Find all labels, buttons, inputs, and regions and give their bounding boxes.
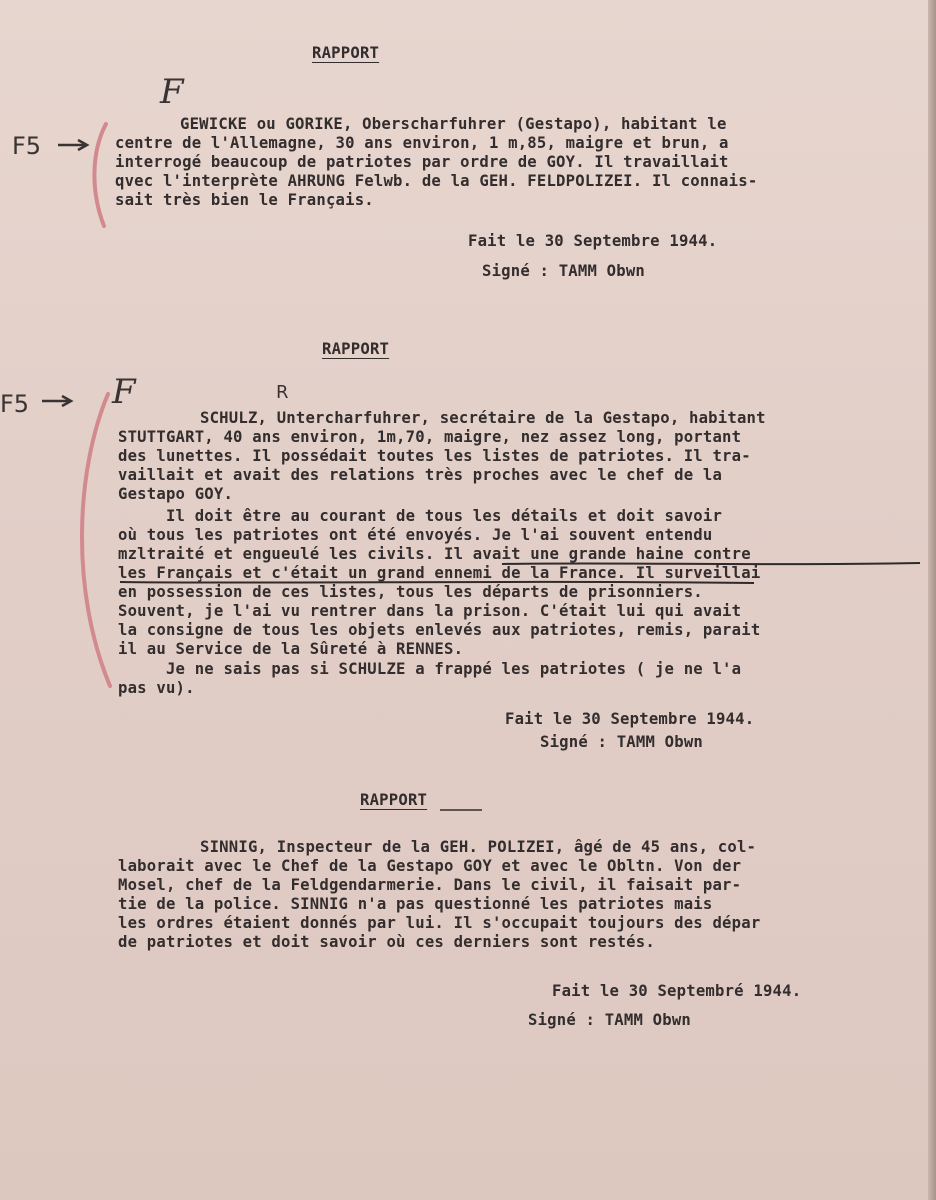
report2-heading: RAPPORT	[322, 340, 390, 358]
report3-line: les ordres étaient donnés par lui. Il s'occupait toujours des dépar	[118, 914, 761, 932]
report2-line: Souvent, je l'ai vu rentrer dans la prison. C'était lui qui avait	[118, 602, 742, 620]
report2-line: Gestapo GOY.	[118, 485, 234, 503]
report2-line: SCHULZ, Untercharfuhrer, secrétaire de la Gestapo, habitant	[200, 409, 766, 427]
report3-heading: RAPPORT	[360, 791, 428, 809]
report2-hand-mark: F	[112, 372, 136, 412]
report2-line: en possession de ces listes, tous les départs de prisonniers.	[118, 583, 703, 601]
report3-heading-rule	[440, 808, 484, 812]
report1-red-bracket-icon	[86, 120, 110, 230]
report1-line: interrogé beaucoup de patriotes par ordre de GOY. Il travaillait	[115, 153, 729, 171]
report2-line: il au Service de la Sûreté à RENNES.	[118, 640, 464, 658]
paper-edge	[928, 0, 936, 1200]
report3-line: de patriotes et doit savoir où ces derniers sont restés.	[118, 933, 655, 951]
report1-line: centre de l'Allemagne, 30 ans environ, 1 m,85, maigre et brun, a	[115, 134, 729, 152]
report2-red-bracket-icon	[68, 390, 116, 690]
report3-signe: Signé : TAMM Obwn	[528, 1011, 691, 1029]
report2-underline-2	[118, 579, 758, 587]
report2-line: les Français et c'était un grand ennemi de la France. Il surveillai	[118, 564, 761, 582]
report2-line: où tous les patriotes ont été envoyés. Je l'ai souvent entendu	[118, 526, 713, 544]
report1-hand-mark: F	[160, 72, 184, 112]
report2-line: Je ne sais pas si SCHULZE a frappé les patriotes ( je ne l'a	[118, 660, 742, 678]
report3-fait: Fait le 30 Septembré 1944.	[552, 982, 802, 1000]
report2-line: pas vu).	[118, 679, 195, 697]
report2-hand-r: R	[276, 382, 289, 403]
report2-fait: Fait le 30 Septembre 1944.	[505, 710, 755, 728]
report2-underline-1	[500, 560, 925, 568]
report2-signe: Signé : TAMM Obwn	[540, 733, 703, 751]
report1-line: GEWICKE ou GORIKE, Oberscharfuhrer (Gestapo), habitant le	[180, 115, 727, 133]
report3-line: Mosel, chef de la Feldgendarmerie. Dans le civil, il faisait par-	[118, 876, 742, 894]
report2-line: vaillait et avait des relations très proches avec le chef de la	[118, 466, 723, 484]
report1-signe: Signé : TAMM Obwn	[482, 262, 645, 280]
report1-heading: RAPPORT	[312, 44, 380, 62]
report1-line: qvec l'interprète AHRUNG Felwb. de la GEH. FELDPOLIZEI. Il connais-	[115, 172, 758, 190]
report2-line: Il doit être au courant de tous les détails et doit savoir	[118, 507, 723, 525]
report1-fait: Fait le 30 Septembre 1944.	[468, 232, 718, 250]
report2-line: des lunettes. Il possédait toutes les listes de patriotes. Il tra-	[118, 447, 751, 465]
report1-line: sait très bien le Français.	[115, 191, 374, 209]
report2-line: STUTTGART, 40 ans environ, 1m,70, maigre, nez assez long, portant	[118, 428, 742, 446]
report3-line: tie de la police. SINNIG n'a pas questionné les patriotes mais	[118, 895, 713, 913]
report3-line: laborait avec le Chef de la Gestapo GOY et avec le Obltn. Von der	[118, 857, 742, 875]
report2-line: mzltraité et engueulé les civils. Il avait une grande haine contre	[118, 545, 751, 563]
report1-margin-label: F5	[12, 132, 42, 160]
report2-margin-label: F5	[0, 390, 30, 418]
report3-line: SINNIG, Inspecteur de la GEH. POLIZEI, âgé de 45 ans, col-	[200, 838, 757, 856]
report2-line: la consigne de tous les objets enlevés aux patriotes, remis, parait	[118, 621, 761, 639]
